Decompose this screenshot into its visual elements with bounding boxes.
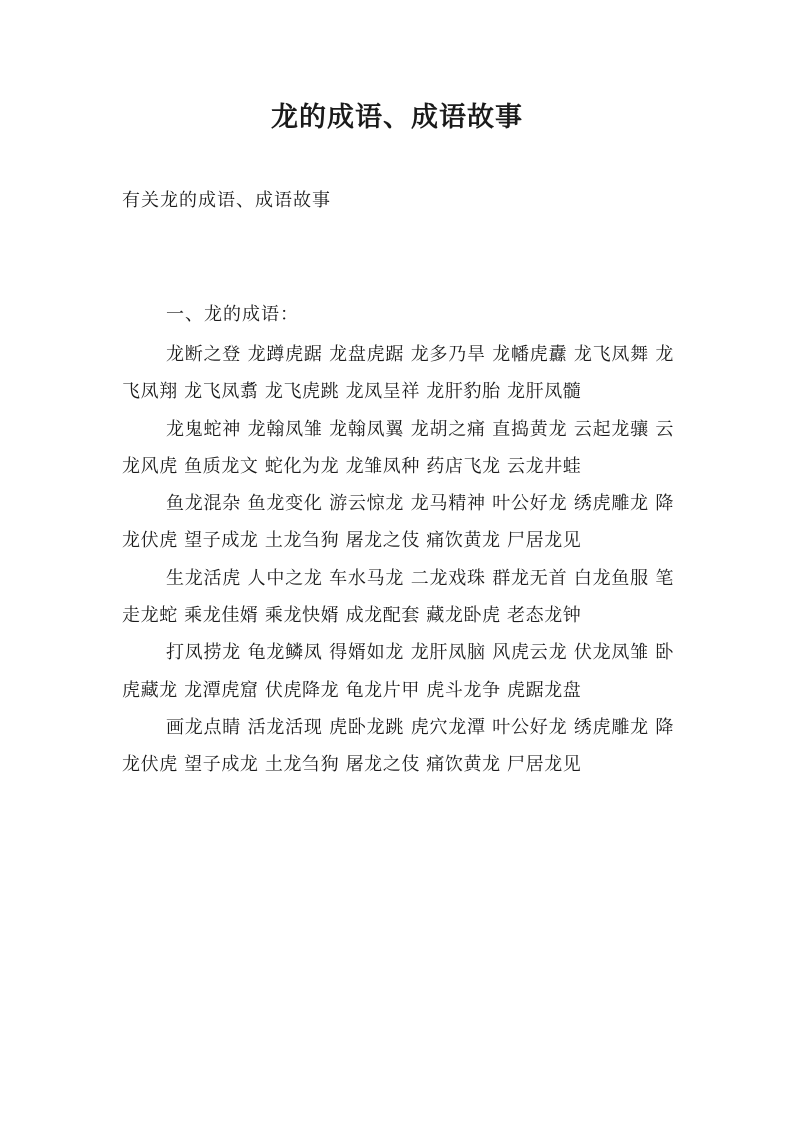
document-title: 龙的成语、成语故事 <box>271 102 523 133</box>
idiom-paragraph-2: 龙鬼蛇神 龙翰凤雏 龙翰凤翼 龙胡之痛 直捣黄龙 云起龙骧 云龙风虎 鱼质龙文 蛇化为龙 龙雏凤种 药店飞龙 云龙井蛙 <box>122 418 674 477</box>
idiom-paragraph-6: 画龙点睛 活龙活现 虎卧龙跳 虎穴龙潭 叶公好龙 绣虎雕龙 降龙伏虎 望子成龙 土龙刍狗 屠龙之伎 痛饮黄龙 尸居龙见 <box>122 716 674 776</box>
idiom-list <box>122 336 674 784</box>
idiom-paragraph-5: 打凤捞龙 龟龙鳞凤 得婿如龙 龙肝凤脑 风虎云龙 伏龙凤雏 卧虎藏龙 龙潭虎窟 伏虎降龙 龟龙片甲 虎斗龙争 虎踞龙盘 <box>122 642 674 701</box>
section-heading: 一、龙的成语： <box>166 304 299 325</box>
idiom-paragraph-3: 鱼龙混杂 鱼龙变化 游云惊龙 龙马精神 叶公好龙 绣虎雕龙 降龙伏虎 望子成龙 土龙刍狗 屠龙之伎 痛饮黄龙 尸居龙见 <box>122 493 674 552</box>
idiom-paragraph-1: 龙断之登 龙蹲虎踞 龙盘虎踞 龙多乃旱 龙幡虎纛 龙飞凤舞 龙飞凤翔 龙飞凤翥 龙飞虎跳 龙凤呈祥 龙肝豹胎 龙肝凤髓 <box>122 344 674 403</box>
document-subtitle: 有关龙的成语、成语故事 <box>122 190 331 211</box>
idiom-paragraph-4: 生龙活虎 人中之龙 车水马龙 二龙戏珠 群龙无首 白龙鱼服 笔走龙蛇 乘龙佳婿 乘龙快婿 成龙配套 藏龙卧虎 老态龙钟 <box>122 567 674 627</box>
